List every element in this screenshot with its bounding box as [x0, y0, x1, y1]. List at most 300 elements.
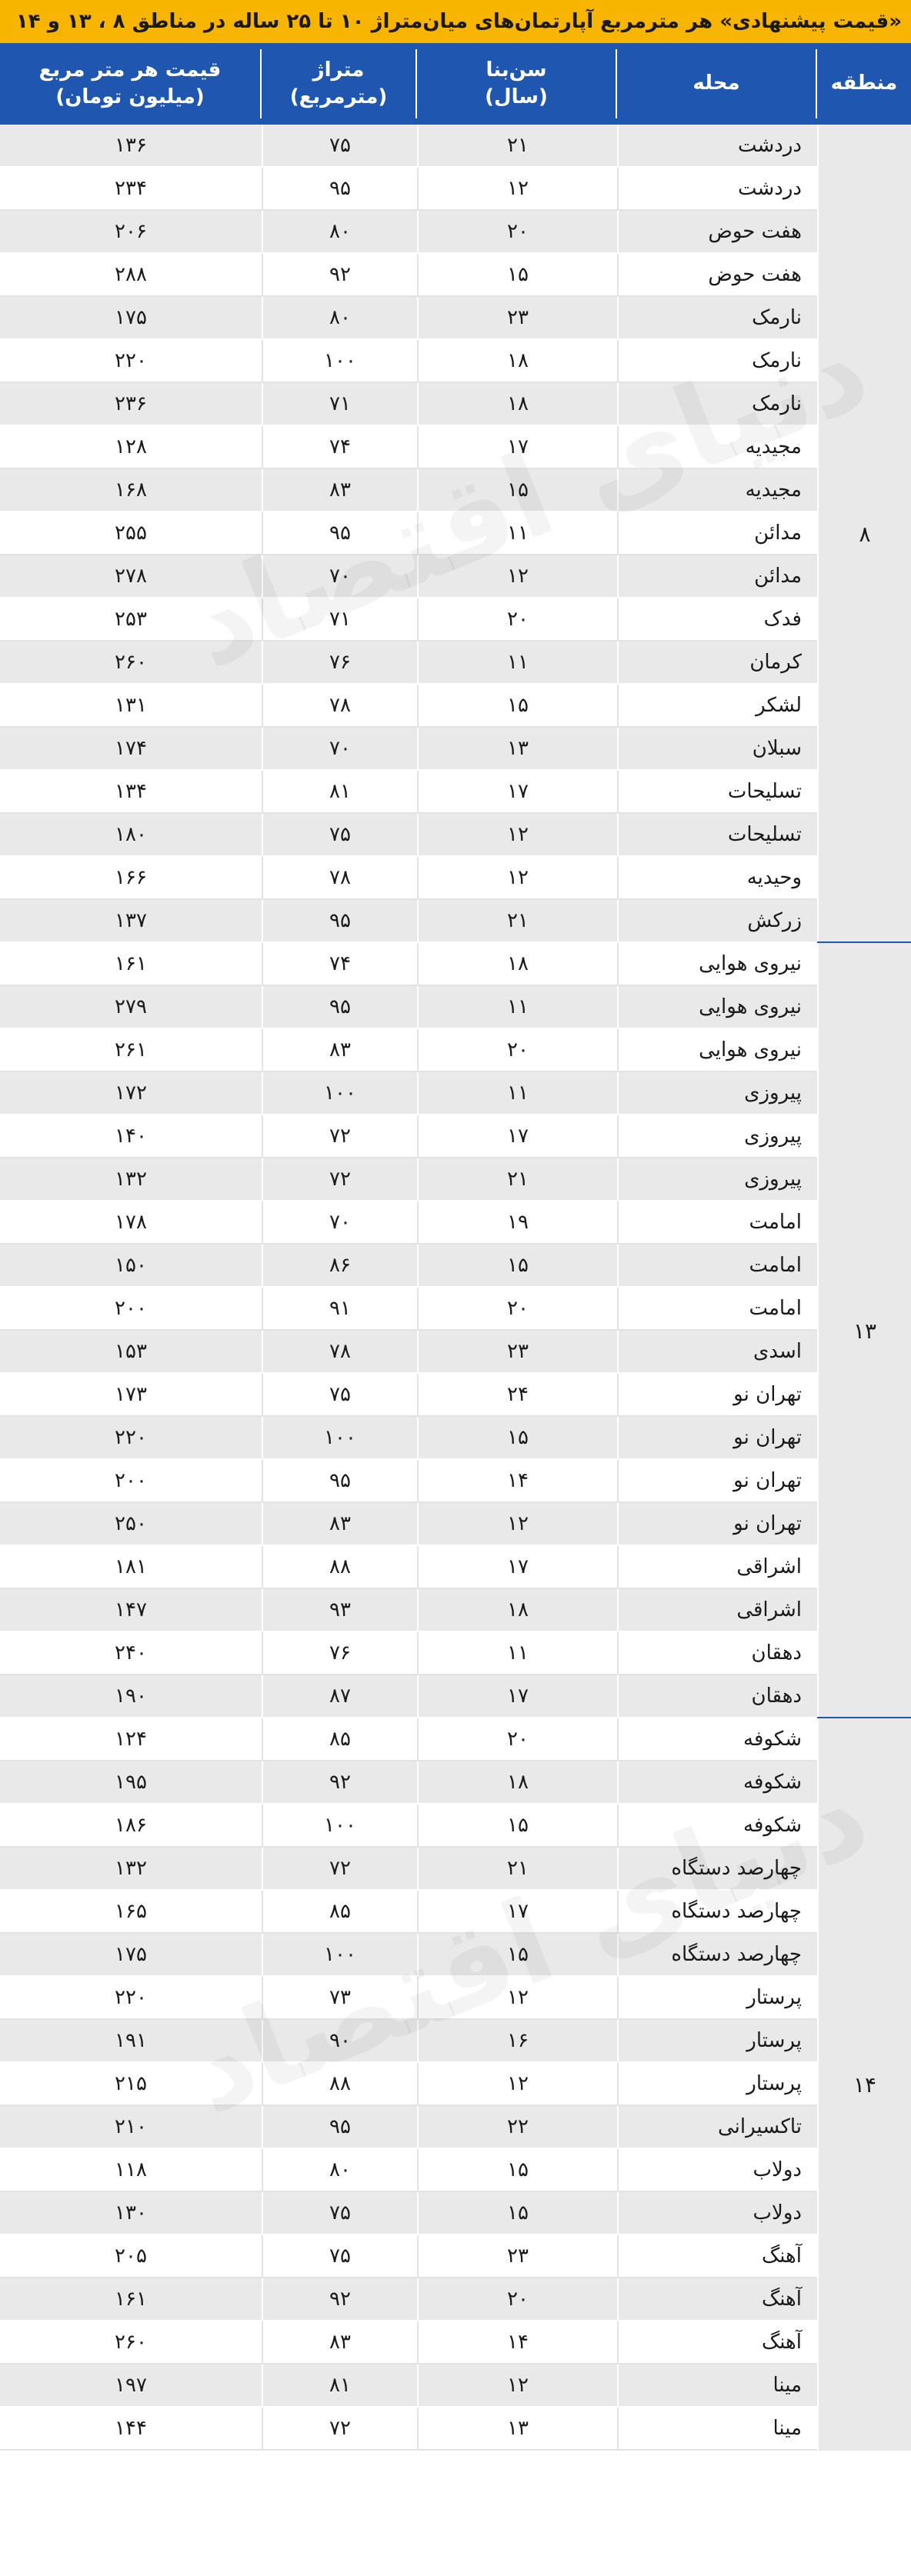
table-row — [0, 900, 817, 943]
column-divider — [617, 1331, 619, 1372]
column-divider — [417, 943, 419, 985]
cell-neighborhood: پیروزی — [744, 1081, 802, 1105]
column-divider — [417, 2192, 419, 2234]
cell-price: ۱۷۸ — [115, 1211, 147, 1234]
cell-area: ۷۱ — [329, 392, 351, 415]
cell-age: ۱۵ — [507, 1254, 529, 1277]
column-divider — [262, 1158, 263, 1200]
cell-area: ۸۸ — [329, 2072, 351, 2095]
column-divider — [617, 1115, 619, 1157]
column-divider — [262, 297, 263, 338]
table-row — [0, 2364, 817, 2408]
cell-area: ۸۰ — [329, 2158, 351, 2181]
cell-age: ۱۸ — [507, 1771, 529, 1794]
column-divider — [617, 2106, 619, 2148]
cell-area: ۷۴ — [329, 435, 351, 458]
column-divider — [617, 211, 619, 252]
cell-neighborhood: تهران نو — [733, 1512, 802, 1535]
cell-neighborhood: نیروی هوایی — [699, 1038, 802, 1061]
header-age: سن‌بنا (سال) — [485, 58, 548, 108]
column-divider — [262, 2364, 263, 2406]
cell-neighborhood: آهنگ — [761, 2331, 802, 2354]
column-divider — [417, 1201, 419, 1243]
column-divider — [262, 771, 263, 812]
cell-price: ۱۸۰ — [115, 823, 147, 846]
column-divider — [617, 2235, 619, 2277]
cell-area: ۱۰۰ — [324, 1814, 356, 1837]
cell-area: ۷۵ — [329, 134, 351, 157]
cell-age: ۲۳ — [507, 1340, 529, 1363]
column-divider — [417, 900, 419, 941]
cell-age: ۱۵ — [507, 694, 529, 717]
column-divider — [617, 642, 619, 683]
table-row — [0, 1761, 817, 1805]
cell-neighborhood: چهارصد دستگاه — [671, 1943, 802, 1966]
cell-neighborhood: چهارصد دستگاه — [671, 1900, 802, 1923]
column-divider — [617, 1417, 619, 1458]
cell-price: ۱۲۴ — [115, 1728, 147, 1751]
cell-area: ۹۵ — [329, 909, 351, 932]
cell-neighborhood: مدائن — [754, 565, 802, 588]
cell-price: ۲۰۵ — [115, 2244, 147, 2268]
table-row — [0, 814, 817, 857]
cell-age: ۲۳ — [507, 2244, 529, 2268]
cell-age: ۱۵ — [507, 478, 529, 502]
cell-neighborhood: دولاب — [752, 2201, 802, 2224]
table-row — [0, 1201, 817, 1245]
column-divider — [617, 1546, 619, 1588]
cell-neighborhood: مجیدیه — [745, 435, 802, 458]
cell-area: ۹۵ — [329, 1469, 351, 1492]
table-title: «قیمت پیشنهادی» هر مترمربع آپارتمان‌های میان‌متراژ ۱۰ تا ۲۵ ساله در مناطق ۸ ، ۱۳ و ۱۴ — [0, 0, 911, 43]
column-divider — [262, 986, 263, 1028]
column-divider — [262, 1546, 263, 1588]
column-divider — [417, 168, 419, 209]
cell-area: ۷۸ — [329, 866, 351, 889]
cell-age: ۱۸ — [507, 1598, 529, 1621]
column-divider — [617, 2192, 619, 2234]
cell-neighborhood: شکوفه — [743, 1771, 802, 1794]
cell-age: ۱۲ — [507, 2072, 529, 2095]
cell-price: ۲۶۰ — [115, 2331, 147, 2354]
cell-price: ۱۳۴ — [115, 780, 147, 803]
cell-neighborhood: پیروزی — [744, 1168, 802, 1191]
column-divider — [417, 2106, 419, 2148]
cell-neighborhood: تسلیحات — [727, 780, 802, 803]
column-divider — [262, 900, 263, 941]
cell-area: ۱۰۰ — [324, 1426, 356, 1449]
cell-price: ۱۵۳ — [115, 1340, 147, 1363]
column-divider — [617, 1503, 619, 1545]
cell-price: ۱۹۷ — [115, 2374, 147, 2397]
cell-neighborhood: اشراقی — [736, 1555, 802, 1578]
column-divider — [617, 555, 619, 597]
cell-neighborhood: فدک — [763, 608, 802, 631]
cell-price: ۱۷۵ — [115, 1943, 147, 1966]
cell-price: ۱۸۱ — [115, 1555, 147, 1578]
cell-neighborhood: چهارصد دستگاه — [671, 1857, 802, 1880]
cell-price: ۱۳۲ — [115, 1168, 147, 1191]
cell-age: ۱۲ — [507, 823, 529, 846]
cell-area: ۷۲ — [329, 1857, 351, 1880]
cell-area: ۹۲ — [329, 1771, 351, 1794]
cell-price: ۱۳۰ — [115, 2201, 147, 2224]
column-divider — [617, 1761, 619, 1803]
cell-neighborhood: نیروی هوایی — [699, 995, 802, 1018]
cell-age: ۱۵ — [507, 2201, 529, 2224]
table-row — [0, 211, 817, 254]
column-divider — [417, 383, 419, 425]
cell-neighborhood: تهران نو — [733, 1426, 802, 1449]
cell-area: ۹۲ — [329, 263, 351, 286]
column-divider — [417, 685, 419, 726]
column-divider — [417, 2149, 419, 2191]
column-divider — [262, 2149, 263, 2191]
column-divider — [417, 1417, 419, 1458]
column-divider — [417, 1374, 419, 1415]
column-divider — [262, 383, 263, 425]
cell-neighborhood: پرستار — [746, 1986, 802, 2009]
table-row — [0, 1072, 817, 1115]
cell-age: ۱۶ — [507, 2029, 529, 2052]
cell-area: ۸۳ — [329, 478, 351, 502]
column-divider — [262, 2235, 263, 2277]
column-divider — [617, 297, 619, 338]
column-divider — [417, 2408, 419, 2449]
table-row — [0, 1417, 817, 1460]
table-row — [0, 1288, 817, 1331]
cell-price: ۲۵۳ — [115, 608, 147, 631]
cell-area: ۸۶ — [329, 1254, 351, 1277]
cell-area: ۷۵ — [329, 1383, 351, 1406]
table-row — [0, 1245, 817, 1288]
header-divider — [260, 49, 262, 118]
cell-age: ۱۸ — [507, 349, 529, 372]
cell-price: ۲۵۵ — [115, 522, 147, 545]
column-divider — [617, 340, 619, 382]
cell-price: ۲۴۰ — [115, 1641, 147, 1665]
cell-price: ۱۳۲ — [115, 1857, 147, 1880]
cell-price: ۱۹۰ — [115, 1685, 147, 1708]
cell-area: ۷۵ — [329, 823, 351, 846]
cell-price: ۱۷۴ — [115, 737, 147, 760]
table-row — [0, 2278, 817, 2321]
column-divider — [617, 1245, 619, 1286]
cell-neighborhood: اشراقی — [736, 1598, 802, 1621]
header-neighborhood: محله — [692, 72, 740, 95]
cell-price: ۱۶۸ — [115, 478, 147, 502]
cell-age: ۲۰ — [507, 1038, 529, 1061]
cell-area: ۸۵ — [329, 1900, 351, 1923]
cell-age: ۲۴ — [507, 1383, 529, 1406]
cell-age: ۱۵ — [507, 1943, 529, 1966]
column-divider — [417, 1029, 419, 1071]
column-divider — [262, 1417, 263, 1458]
cell-price: ۱۳۷ — [115, 909, 147, 932]
header-divider — [616, 49, 617, 118]
cell-neighborhood: هفت حوض — [708, 263, 802, 286]
cell-neighborhood: امامت — [749, 1297, 802, 1320]
cell-age: ۱۲ — [507, 1986, 529, 2009]
cell-price: ۱۳۶ — [115, 134, 147, 157]
cell-price: ۱۶۵ — [115, 1900, 147, 1923]
cell-price: ۱۵۰ — [115, 1254, 147, 1277]
column-divider — [617, 685, 619, 726]
table-row — [0, 2408, 817, 2451]
region-cell: ۸ — [817, 125, 911, 943]
column-divider — [617, 1589, 619, 1631]
header-area: متراژ (مترمربع) — [289, 58, 388, 108]
cell-price: ۲۲۰ — [115, 1986, 147, 2009]
cell-area: ۷۸ — [329, 1340, 351, 1363]
cell-area: ۷۲ — [329, 1125, 351, 1148]
table-row — [0, 2321, 817, 2364]
cell-area: ۸۱ — [329, 780, 351, 803]
cell-age: ۲۰ — [507, 220, 529, 243]
column-divider — [262, 1503, 263, 1545]
cell-age: ۱۷ — [507, 1900, 529, 1923]
column-divider — [262, 2278, 263, 2320]
column-divider — [262, 1288, 263, 1329]
cell-price: ۱۴۴ — [115, 2417, 147, 2440]
cell-area: ۹۵ — [329, 177, 351, 200]
cell-area: ۹۱ — [329, 1297, 351, 1320]
cell-neighborhood: اسدی — [752, 1340, 802, 1363]
column-divider — [617, 2063, 619, 2104]
column-divider — [262, 1805, 263, 1846]
column-divider — [617, 943, 619, 985]
cell-age: ۲۰ — [507, 1297, 529, 1320]
cell-area: ۷۳ — [329, 1986, 351, 2009]
column-divider — [417, 814, 419, 855]
column-divider — [617, 986, 619, 1028]
column-divider — [617, 814, 619, 855]
cell-price: ۱۴۰ — [115, 1125, 147, 1148]
table-row — [0, 642, 817, 685]
cell-age: ۲۰ — [507, 1728, 529, 1751]
cell-age: ۱۳ — [507, 2417, 529, 2440]
cell-price: ۱۶۱ — [115, 952, 147, 975]
cell-area: ۷۰ — [329, 737, 351, 760]
column-divider — [262, 1331, 263, 1372]
cell-area: ۷۵ — [329, 2201, 351, 2224]
table-row — [0, 857, 817, 900]
table-row — [0, 771, 817, 814]
header-price: قیمت هر متر مربع (میلیون تومان) — [38, 58, 222, 108]
column-divider — [417, 642, 419, 683]
cell-neighborhood: شکوفه — [743, 1728, 802, 1751]
column-divider — [617, 168, 619, 209]
column-divider — [262, 728, 263, 769]
cell-age: ۱۷ — [507, 1685, 529, 1708]
column-divider — [417, 1331, 419, 1372]
column-divider — [262, 814, 263, 855]
cell-neighborhood: دردشت — [737, 177, 802, 200]
cell-area: ۷۱ — [329, 608, 351, 631]
cell-neighborhood: تهران نو — [733, 1469, 802, 1492]
cell-neighborhood: سبلان — [752, 737, 802, 760]
column-divider — [617, 125, 619, 166]
cell-price: ۲۵۰ — [115, 1512, 147, 1535]
cell-neighborhood: امامت — [749, 1211, 802, 1234]
cell-price: ۲۷۸ — [115, 565, 147, 588]
cell-price: ۱۷۵ — [115, 306, 147, 329]
table-row — [0, 1632, 817, 1675]
column-divider — [417, 1632, 419, 1674]
column-divider — [617, 1288, 619, 1329]
cell-age: ۱۳ — [507, 737, 529, 760]
column-divider — [617, 1675, 619, 1717]
cell-neighborhood: وحیدیه — [746, 866, 802, 889]
cell-neighborhood: تاکسیرانی — [717, 2115, 802, 2138]
column-divider — [417, 728, 419, 769]
column-divider — [417, 1805, 419, 1846]
column-divider — [417, 1675, 419, 1717]
column-divider — [417, 857, 419, 898]
column-divider — [262, 2321, 263, 2363]
column-divider — [262, 1632, 263, 1674]
table-row — [0, 168, 817, 211]
cell-price: ۲۲۰ — [115, 349, 147, 372]
cell-age: ۱۸ — [507, 392, 529, 415]
cell-price: ۲۶۰ — [115, 651, 147, 674]
cell-neighborhood: پرستار — [746, 2029, 802, 2052]
cell-age: ۲۱ — [507, 134, 529, 157]
cell-area: ۷۰ — [329, 565, 351, 588]
cell-area: ۹۰ — [329, 2029, 351, 2052]
column-divider — [262, 1934, 263, 1975]
cell-age: ۱۲ — [507, 177, 529, 200]
column-divider — [617, 771, 619, 812]
cell-price: ۱۷۲ — [115, 1081, 147, 1105]
cell-price: ۱۶۱ — [115, 2288, 147, 2311]
cell-area: ۷۵ — [329, 2244, 351, 2268]
column-divider — [417, 1546, 419, 1588]
column-divider — [417, 297, 419, 338]
cell-price: ۲۱۵ — [115, 2072, 147, 2095]
cell-neighborhood: نیروی هوایی — [699, 952, 802, 975]
column-divider — [617, 900, 619, 941]
column-divider — [617, 1374, 619, 1415]
cell-area: ۷۴ — [329, 952, 351, 975]
cell-area: ۷۲ — [329, 2417, 351, 2440]
cell-neighborhood: نارمک — [752, 349, 802, 372]
column-divider — [617, 2321, 619, 2363]
column-divider — [417, 2278, 419, 2320]
table-row — [0, 2063, 817, 2106]
cell-neighborhood: آهنگ — [761, 2288, 802, 2311]
cell-price: ۲۶۱ — [115, 1038, 147, 1061]
column-divider — [417, 1761, 419, 1803]
cell-age: ۱۱ — [507, 995, 529, 1018]
column-divider — [617, 2020, 619, 2061]
column-divider — [617, 857, 619, 898]
column-divider — [262, 1761, 263, 1803]
cell-age: ۱۴ — [507, 1469, 529, 1492]
cell-price: ۲۱۰ — [115, 2115, 147, 2138]
header-region: منطقه — [830, 72, 898, 95]
column-divider — [417, 1503, 419, 1545]
table-row — [0, 1546, 817, 1589]
cell-area: ۱۰۰ — [324, 1943, 356, 1966]
cell-neighborhood: پیروزی — [744, 1125, 802, 1148]
cell-area: ۸۸ — [329, 1555, 351, 1578]
cell-area: ۸۵ — [329, 1728, 351, 1751]
column-divider — [617, 1632, 619, 1674]
column-divider — [417, 2321, 419, 2363]
cell-age: ۱۹ — [507, 1211, 529, 1234]
table-row — [0, 1158, 817, 1201]
cell-area: ۱۰۰ — [324, 349, 356, 372]
column-divider — [262, 2192, 263, 2234]
column-divider — [617, 598, 619, 640]
cell-area: ۷۰ — [329, 1211, 351, 1234]
column-divider — [417, 1718, 419, 1760]
cell-price: ۲۰۶ — [115, 220, 147, 243]
cell-area: ۸۰ — [329, 220, 351, 243]
cell-price: ۲۰۰ — [115, 1469, 147, 1492]
cell-price: ۱۹۵ — [115, 1771, 147, 1794]
column-divider — [617, 2278, 619, 2320]
column-divider — [262, 211, 263, 252]
cell-area: ۸۳ — [329, 1512, 351, 1535]
cell-neighborhood: مینا — [773, 2417, 802, 2440]
cell-age: ۱۸ — [507, 952, 529, 975]
cell-price: ۱۱۸ — [115, 2158, 147, 2181]
table-row — [0, 1718, 817, 1761]
table-row — [0, 125, 817, 168]
column-divider — [417, 2063, 419, 2104]
cell-age: ۱۱ — [507, 522, 529, 545]
column-divider — [262, 2408, 263, 2449]
cell-price: ۱۷۳ — [115, 1383, 147, 1406]
column-divider — [617, 1029, 619, 1071]
column-divider — [262, 1029, 263, 1071]
table-row — [0, 2106, 817, 2149]
column-divider — [262, 857, 263, 898]
cell-area: ۸۷ — [329, 1685, 351, 1708]
table-row — [0, 685, 817, 728]
cell-neighborhood: تهران نو — [733, 1383, 802, 1406]
cell-age: ۱۲ — [507, 2374, 529, 2397]
table-row — [0, 1374, 817, 1417]
table-row — [0, 1460, 817, 1503]
column-divider — [617, 2364, 619, 2406]
column-divider — [617, 1718, 619, 1760]
column-divider — [417, 340, 419, 382]
column-divider — [262, 685, 263, 726]
table-row — [0, 986, 817, 1029]
column-divider — [417, 1072, 419, 1114]
cell-age: ۱۱ — [507, 651, 529, 674]
table-row — [0, 1331, 817, 1374]
cell-neighborhood: شکوفه — [743, 1814, 802, 1837]
column-divider — [262, 1374, 263, 1415]
cell-neighborhood: زرکش — [747, 909, 802, 932]
cell-area: ۷۸ — [329, 694, 351, 717]
table-row — [0, 2235, 817, 2278]
table-row — [0, 1503, 817, 1546]
column-divider — [262, 426, 263, 468]
cell-price: ۲۲۰ — [115, 1426, 147, 1449]
column-divider — [262, 1589, 263, 1631]
cell-neighborhood: امامت — [749, 1254, 802, 1277]
column-divider — [417, 254, 419, 295]
header-divider — [415, 49, 417, 118]
cell-age: ۱۲ — [507, 565, 529, 588]
column-divider — [417, 1288, 419, 1329]
cell-area: ۹۳ — [329, 1598, 351, 1621]
